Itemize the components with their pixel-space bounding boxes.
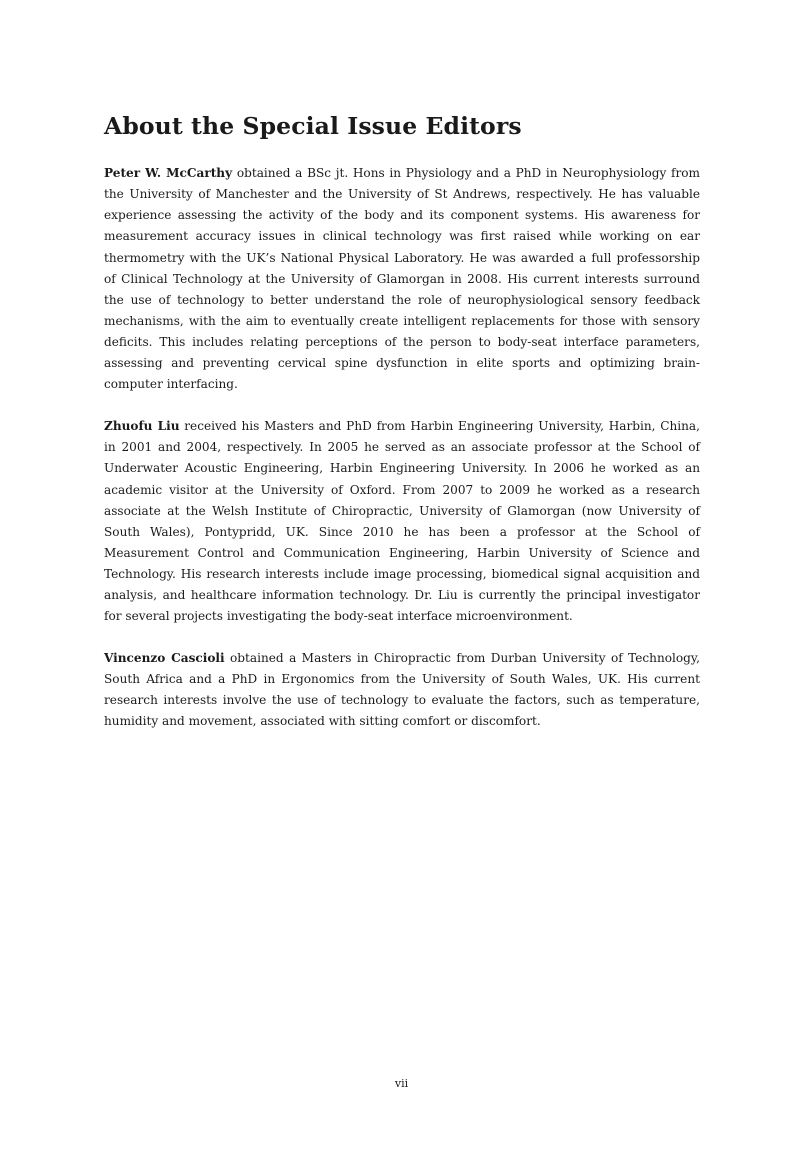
editor-name: Peter W. McCarthy	[104, 166, 233, 181]
page-body	[104, 112, 700, 754]
editor-bio-text: obtained a Masters in Chiropractic from Durban University of Technology, South Africa and a PhD in Ergonomics from the University of South Wales, UK. His current research interests involve the use of technology to evaluate the factors, such as temperature, humidity and movement, associated with sitting comfort or discomfort.	[104, 651, 700, 729]
editor-bio-text: received his Masters and PhD from Harbin Engineering University, Harbin, China, in 2001 and 2004, respectively. In 2005 he served as an associate professor at the School of Underwater Acoustic Engineering, Harbin Engineering University. In 2006 he worked as an academic visitor at the University of Oxford. From 2007 to 2009 he worked as a research associate at the Welsh Institute of Chiropractic, University of Glamorgan (now University of South Wales), Pontypridd, UK. Since 2010 he has been a professor at the School of Measurement Control and Communication Engineering, Harbin University of Science and Technology. His research interests include image processing, biomedical signal acquisition and analysis, and healthcare information technology. Dr. Liu is currently the principal investigator for several projects investigating the body-seat interface microenvironment.	[104, 419, 700, 624]
editor-bio-liu	[104, 416, 700, 627]
page-number: vii	[394, 1077, 409, 1090]
editor-bio-text: obtained a BSc jt. Hons in Physiology and a PhD in Neurophysiology from the University of Manchester and the University of St Andrews, respectively. He has valuable experience assessing the activity of the body and its component systems. His awareness for measurement accuracy issues in clinical technology was first raised while working on ear thermometry with the UK’s National Physical Laboratory. He was awarded a full professorship of Clinical Technology at the University of Glamorgan in 2008. His current interests surround the use of technology to better understand the role of neurophysiological sensory feedback mechanisms, with the aim to eventually create intelligent replacements for those with sensory deficits. This includes relating perceptions of the person to body-seat interface parameters, assessing and preventing cervical spine dysfunction in elite sports and optimizing brain-computer interfacing.	[104, 166, 700, 392]
editor-bio-cascioli	[104, 648, 700, 732]
page-title: About the Special Issue Editors	[104, 112, 522, 140]
editor-name: Zhuofu Liu	[104, 419, 180, 434]
editor-name: Vincenzo Cascioli	[104, 651, 225, 666]
editor-bio-mccarthy	[104, 163, 700, 395]
